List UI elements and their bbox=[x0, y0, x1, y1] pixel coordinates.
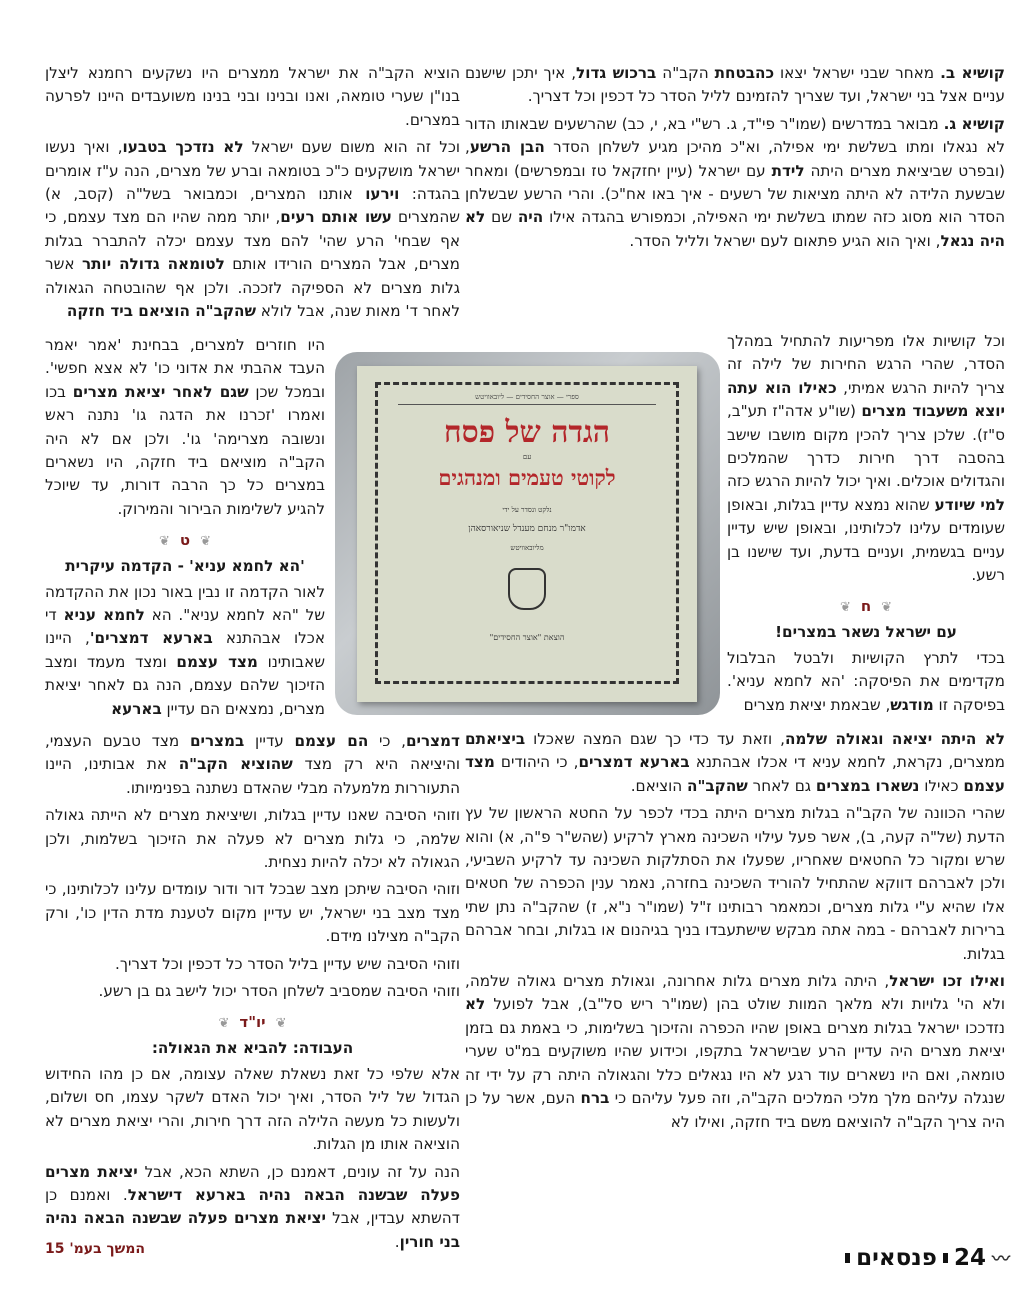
text: לאור הקדמה זו נבין באור נכון את ההקדמה של "הא לחמא עניא". הא bbox=[45, 582, 326, 625]
left-column-bottom bbox=[45, 730, 460, 1258]
cover-title: הגדה של פסח bbox=[443, 415, 611, 450]
text: אלא שלפי כל זאת נשאלת שאלה עצומה, אם כן מהו החידוש הגדול של ליל הסדר, ואיך יכול האדם לשקר עצמו, חס ושלום, ולעשות כל מעשה הלילה הזה דרך חירות, והרי יציאת מצרים לא הוציאה אותו מן הגלות. bbox=[45, 1064, 460, 1154]
bold-text: שגם לאחר יציאת מצרים bbox=[72, 382, 249, 401]
text: , ואיך הוא הגיע פתאום לעם ישראל ולליל הסדר. bbox=[629, 231, 941, 250]
text: ומצד מעמד ומצב הזיכוך שלהם עצמם, הנה גם לאחר יציאת מצרים, נמצאים הם עדיין bbox=[45, 652, 325, 718]
paragraph bbox=[45, 730, 460, 800]
text: , היינו שאבותינו bbox=[45, 629, 325, 671]
text: . bbox=[394, 1232, 400, 1251]
cover-top-line: ספרי — אוצר החסידים — ליובאוויטש bbox=[398, 393, 656, 405]
text: גם לאחר bbox=[747, 776, 816, 795]
text: אותנו המצרים, וכמבואר בשל"ה (קסב, א) שהמצרים bbox=[45, 185, 461, 227]
section-letter: יו"ד bbox=[239, 1013, 266, 1032]
bold-text: בארעא דמצרים bbox=[578, 753, 690, 772]
bold-text: ברכוש גדול bbox=[576, 64, 657, 82]
bold-text: בארעא דמצרים' bbox=[89, 629, 213, 648]
text: עם ישראל (עיין יחזקאל טז ובמפרשים) ומאחר שבשעת הלידה לא היתה מציאות של רשעים - איך באו אח"כ). והרי הרשע שבשלחן הסדר הוא מסוג כזה שמתו בשלשת ימי האפילה, וכמפורש בהגדה אילו bbox=[465, 161, 1005, 227]
paragraph bbox=[465, 728, 1005, 798]
ornament-icon: ❦ bbox=[200, 534, 211, 550]
text: הוציאם. bbox=[630, 776, 688, 795]
right-narrow-text bbox=[727, 330, 1005, 587]
text: הקב"ה bbox=[656, 64, 715, 82]
paragraph bbox=[45, 581, 325, 721]
text: נזדככו ישראל בגלות מצרים באופן שהיו הכפרה והזיכוך בשלימות, כי באמת גם בזמן יציאת מצרים היה עדיין הרע שבישראל בתקפו, וכידוע שהיו משוקעים במ"ט שערי טומאה, ואם היו נשארים עוד רגע לא היו נגאלים כלל והגאולה היתה רק על ידי זה שנגלה עליהם מלך מלכי המלכים הקב"ה, וזה פעל עליהם כי bbox=[465, 1018, 1005, 1108]
section-title: עם ישראל נשאר במצרים! bbox=[775, 623, 957, 642]
text: , כי bbox=[368, 732, 406, 750]
text: וזוהי הסיבה שיש עדיין בליל הסדר כל דכפין וכל דצריך. bbox=[115, 954, 460, 973]
cover-line: מליובאוויטש bbox=[510, 544, 544, 552]
text: את אבותינו, היינו התעוררות מלמעלה מבלי שהאדם נשתנה בפנימיותו. bbox=[45, 755, 460, 797]
bold-text: שהוציא הקב"ה bbox=[178, 755, 293, 774]
paragraph bbox=[465, 802, 1005, 966]
paragraph bbox=[45, 878, 460, 948]
text: שהוא נמצא עדיין בגלות, ובאופן שעומדים עלינו לכלותינו, ובאופן שיש עדיין עניים בגשמית, ועניים בדעת, ועד שישנו בן רשע. bbox=[727, 495, 1005, 585]
ornament-icon: ❦ bbox=[158, 534, 170, 550]
text: כאילו bbox=[919, 776, 964, 795]
bold-text: לא היתה יציאה וגאולה שלמה bbox=[784, 730, 1005, 748]
bold-text: ברח bbox=[580, 1089, 610, 1108]
ornament-icon: ❦ bbox=[881, 600, 893, 616]
bold-text: דמצרים bbox=[405, 732, 460, 750]
bold-text: ביציאתם bbox=[465, 730, 526, 748]
paragraph bbox=[727, 330, 1005, 587]
bold-text: למי שיודע bbox=[934, 495, 1005, 514]
bold-text: הם עצמם bbox=[294, 732, 369, 750]
right-column-narrow bbox=[727, 330, 1005, 721]
bold-text: יציאת מצרים פעלה שבשנה הבאה נהיה בני חורין bbox=[45, 1209, 460, 1251]
decorative-swirl-icon: 〰 bbox=[992, 1249, 1010, 1270]
paragraph bbox=[45, 136, 460, 323]
paragraph bbox=[45, 980, 460, 1003]
cover-line: אדמו"ר מנחם מענדל שניאורסאהן bbox=[468, 524, 586, 534]
bold-text: לטומאה גדולה יותר bbox=[81, 255, 225, 274]
text: בכדי לתרץ הקושיות ולבטל הבלבול מקדימים את הפיסקה: 'הא לחמא עניא'. בפיסקה זו bbox=[727, 648, 1005, 714]
bold-text: לחמא עניא bbox=[63, 606, 145, 625]
text: וזוהי הסיבה שמסביב לשלחן הסדר יכול לישב גם בן רשע. bbox=[98, 982, 460, 1001]
section-title: 'הא לחמא עניא' - הקדמה עיקרית bbox=[65, 557, 305, 576]
text: וזוהי הסיבה שיתכן מצב שבכל דור ודור עומדים עלינו לכלותינו, כי מצד מצב בני ישראל, יש עדיין מקום לטענת מדת הדין כו', ורק הקב"ה מצילנו מידם. bbox=[45, 880, 460, 946]
bold-text: הבן הרשע bbox=[469, 138, 545, 157]
bold-text: שהקב"ה bbox=[687, 776, 748, 795]
bold-text: בארעא bbox=[111, 699, 162, 718]
cover-subtitle: לקוטי טעמים ומנהגים bbox=[438, 465, 616, 490]
bold-text: עשו אותם רעים bbox=[280, 208, 392, 227]
paragraph bbox=[45, 62, 460, 132]
right-column-top bbox=[465, 62, 1005, 257]
bold-text: וירעו bbox=[365, 185, 400, 204]
bold-text: מצד עצמם bbox=[176, 652, 258, 671]
text: בכו ואמרו 'זכרנו את הדגה גו' נתנה ראש ונשובה מצרימה' גו'. ולכן אם לא היה הקב"ה מוציאם ביד חזקה, היו נשארים במצרים כל כך הרבה דורות, עד שיוכל להגיע לשלימות הבירור והמירוק. bbox=[45, 382, 325, 518]
bold-text: כהבטחת bbox=[714, 64, 775, 82]
page-footer bbox=[845, 1244, 1010, 1272]
bold-text: מצד עצמם bbox=[465, 753, 1005, 795]
paragraph bbox=[465, 970, 1005, 1134]
paragraph bbox=[45, 804, 460, 874]
ornament-icon: ❦ bbox=[218, 1016, 230, 1032]
bold-text: קושיא ג. bbox=[943, 114, 1005, 133]
text: וכל זה הוא משום שעם ישראל bbox=[243, 138, 460, 157]
bold-text: במצרים bbox=[189, 732, 245, 750]
section-title: העבודה: להביא את הגאולה: bbox=[151, 1039, 354, 1058]
continued-on-page: המשך בעמ' 15 bbox=[45, 1241, 145, 1257]
text: , ואיך נעשו ישראל מושקעים כ"כ בטומאה וברע של מצרים, הנה ע"ז אומרים בהגדה: bbox=[45, 138, 461, 204]
publisher-seal-icon bbox=[508, 568, 546, 610]
bold-text: קושיא ב. bbox=[940, 64, 1005, 82]
text: שהרי הכוונה של הקב"ה בגלות מצרים היתה בכדי לכפר על החטא הראשון של עץ הדעת (של"ה קעה, ב), אשר פעל עילוי השכינה מארץ לרקיע (שהש"ר פ"ה, א) והוא שרש ומקור כל החטאים שאחריו, שפעלו את הסתלקות השכינה עד לרקיע השביעי, ולכן לאברהם דווקא שהתחיל להוריד השכינה בחזרה, נאמר ענין הכפרה של חטאים אלו שהיא ע"י גלות מצרים, וכמאמר רבותינו ז"ל (שמו"ר נ"א, ז) שהקב"ה נתן שתי ברירות לאברהם - במה אתה מבקש שישתעבדו בניך בגיהנום או בגלות, ובחר אברהם בגלות. bbox=[465, 804, 1005, 963]
paragraph bbox=[45, 1063, 460, 1157]
text: , איך יתכן שישנם עניים אצל בני ישראל, ועד שצריך להזמינם לליל הסדר כל דכפין וכל דצריך. bbox=[465, 64, 1005, 106]
text: אשר גלות מצרים לא הספיקה לזככה. ולכן אף שהובטחה הגאולה לאחר ד' מאות שנה, אבל לולא bbox=[45, 255, 460, 321]
left-bottom-text bbox=[45, 730, 460, 1003]
text: , כי היהודים bbox=[494, 753, 579, 772]
section-letter: ח bbox=[860, 597, 872, 616]
text: . ואמנם כן דהשתא עבדין, אבל bbox=[45, 1185, 460, 1228]
cover-line: נלקט ונסדר על ידי bbox=[502, 506, 552, 514]
text: ממצרים, נקראת, לחמא עניא די אכלו אבהתנא bbox=[689, 753, 1005, 772]
text: די אכלו אבהתנא bbox=[45, 606, 325, 648]
bold-text: לא היה נגאל bbox=[465, 208, 1005, 250]
bold-text: ואילו זכו ישראל bbox=[889, 972, 1005, 991]
bold-text: לידת bbox=[771, 161, 805, 180]
section-marker-yud bbox=[45, 1011, 460, 1035]
text: הוציא הקב"ה את ישראל ממצרים היו נשקעים רחמנא ליצלן בנו"ן שערי טומאה, ואנו ובנינו ובני בנינו משועבדים היינו לפרעה במצרים. bbox=[45, 64, 460, 129]
paragraph bbox=[45, 334, 325, 521]
square-bullet-icon bbox=[845, 1253, 850, 1263]
left-narrow-text bbox=[45, 334, 325, 521]
left-last-text bbox=[45, 1063, 460, 1254]
text: היו חוזרים למצרים, בבחינת 'אמר יאמר העבד אהבתי את אדוני כו' לא אצא חפשי'. ובמכל שכן bbox=[45, 336, 326, 401]
text: , שבאמת יציאת מצרים bbox=[743, 695, 891, 714]
right-column-bottom bbox=[465, 728, 1005, 1138]
bold-text: מודגש bbox=[890, 695, 934, 714]
text: (שו"ע אדה"ז תע"ב, ס"ז). שלכן צריך להכין מקום מושבו שישב בהסבה דרך חירות כדרך שהמלכים והגדולים אוכלים. ואיך יכול להיות הרגש כזה bbox=[727, 402, 1005, 491]
cover-frame bbox=[375, 382, 679, 684]
cover-publisher: הוצאת "אוצר החסידים" bbox=[489, 633, 565, 642]
left-narrow-text-2 bbox=[45, 581, 325, 721]
text: וכל קושיות אלו מפריעות להתחיל במהלך הסדר, שהרי הרגש החירות של לילה זה צריך להיות הרגש אמיתי, bbox=[727, 332, 1005, 397]
section-marker-tet bbox=[45, 529, 325, 553]
haggadah-cover-photo bbox=[335, 352, 720, 715]
bold-text: נשארו במצרים bbox=[815, 776, 920, 795]
paragraph bbox=[727, 647, 1005, 717]
book-cover bbox=[357, 366, 697, 702]
bold-text: שהקב"ה הוציאם ביד חזקה bbox=[66, 302, 256, 321]
paragraph bbox=[465, 113, 1005, 253]
ornament-icon: ❦ bbox=[275, 1016, 287, 1032]
bold-text: כאילו הוא עתה יוצא משעבוד מצרים bbox=[727, 378, 1005, 421]
text: , יותר ממה שהיו הם מצד עצמם, כי אף שבחי' הרע שהי' להם מצד עצמם יכלה להתברר בגלות מצרים, אבל המצרים הורידו אותם bbox=[45, 208, 460, 274]
bold-text: לא bbox=[465, 995, 486, 1014]
text: וזוהי הסיבה שאנו עדיין בגלות, ושיציאת מצרים לא הייתה גאולה שלמה, כי גלות מצרים לא פעלה את הזיכוך בשלמות, ולכן הגאולה לא יכלה להיות נצחית. bbox=[45, 806, 460, 872]
bold-text: היה bbox=[517, 208, 544, 227]
section-marker-het bbox=[727, 595, 1005, 619]
cover-with: עם bbox=[522, 453, 532, 461]
magazine-name: פנסאים bbox=[856, 1245, 937, 1271]
text: , היתה גלות מצרים גלות אחרונה, וגאולת מצרים גאולה שלמה, ולא הי' גלויות ולא מלאך המוות שולט בהן (שמו"ר ריש סל"ב), אבל לפועל bbox=[465, 972, 1005, 1014]
left-column-top bbox=[45, 62, 460, 327]
text: הנה על זה עונים, דאמנם כן, השתא הכא, אבל bbox=[137, 1162, 460, 1181]
text: שם bbox=[485, 208, 518, 227]
page-number: 24 bbox=[953, 1245, 986, 1271]
section-letter: ט bbox=[179, 531, 191, 550]
paragraph bbox=[45, 953, 460, 976]
square-bullet-icon bbox=[943, 1253, 948, 1263]
left-column-narrow bbox=[45, 334, 325, 725]
paragraph bbox=[465, 62, 1005, 109]
right-narrow-text-2 bbox=[727, 647, 1005, 717]
text: מצד טבעם העצמי, והיציאה היא רק מצד bbox=[45, 732, 461, 774]
text: , (ובפרט שביציאת מצרים היתה bbox=[465, 138, 1005, 180]
ornament-icon: ❦ bbox=[839, 600, 851, 616]
text: מבואר במדרשים (שמו"ר פי"ד, ג. רש"י בא, י, כב) שהרשעים שבאותו הדור לא נגאלו ומתו בשלשת ימי אפילה, וא"כ מהיכן מגיע לשלחן הסדר bbox=[465, 114, 1005, 157]
bold-text: יציאת מצרים פעלה שבשנה הבאה נהיה בארעא דישראל bbox=[45, 1162, 461, 1204]
text: עדיין bbox=[244, 732, 295, 750]
bold-text: לא נזדכך בטבעו bbox=[122, 138, 244, 157]
text: מאחר שבני ישראל יצאו bbox=[774, 64, 941, 82]
text: , וזאת עד כדי כך שגם המצה שאכלו bbox=[525, 730, 785, 748]
text: העם, אשר על כן היה צריך הקב"ה להוציאם משם ביד חזקה, ואילו לא bbox=[465, 1089, 1005, 1131]
